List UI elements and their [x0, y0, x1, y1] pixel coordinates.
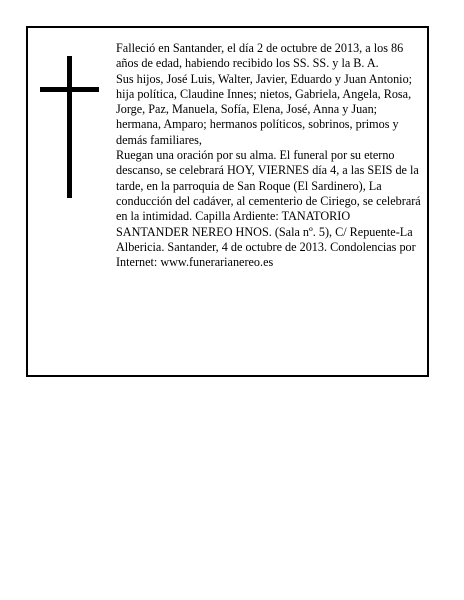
latin-cross-icon — [40, 56, 99, 198]
funeral-details-paragraph: Ruegan una oración por su alma. El funeral por su eterno descanso, se celebrará HOY, VIERNES día 4, a las SEIS de la tarde, en la parroquia de San Roque (El Sardinero), La conducción del cadáver, al cementerio de Ciriego, se celebrará en la intimidad. Capilla Ardiente: TANATORIO SANTANDER NEREO HNOS. (Sala nº. 5), C/ Repuente-La Albericia. Santander, 4 de octubre de 2013. Condolencias por Internet: www.funerarianereo.es — [116, 148, 421, 270]
death-announcement-paragraph: Falleció en Santander, el día 2 de octubre de 2013, a los 86 años de edad, habiendo recibido los SS. SS. y la B. A. — [116, 41, 404, 71]
obituary-text — [116, 41, 421, 270]
cross-horizontal-bar — [40, 87, 99, 92]
family-mourners-paragraph: Sus hijos, José Luis, Walter, Javier, Eduardo y Juan Antonio; hija política, Claudine Innes; nietos, Gabriela, Angela, Rosa, Jorge, Paz, Manuela, Sofía, Elena, José, Anna y Juan; hermana, Amparo; hermanos políticos, sobrinos, primos y demás familiares, — [116, 71, 413, 147]
obituary-notice-frame — [26, 26, 429, 377]
cross-vertical-bar — [67, 56, 72, 198]
